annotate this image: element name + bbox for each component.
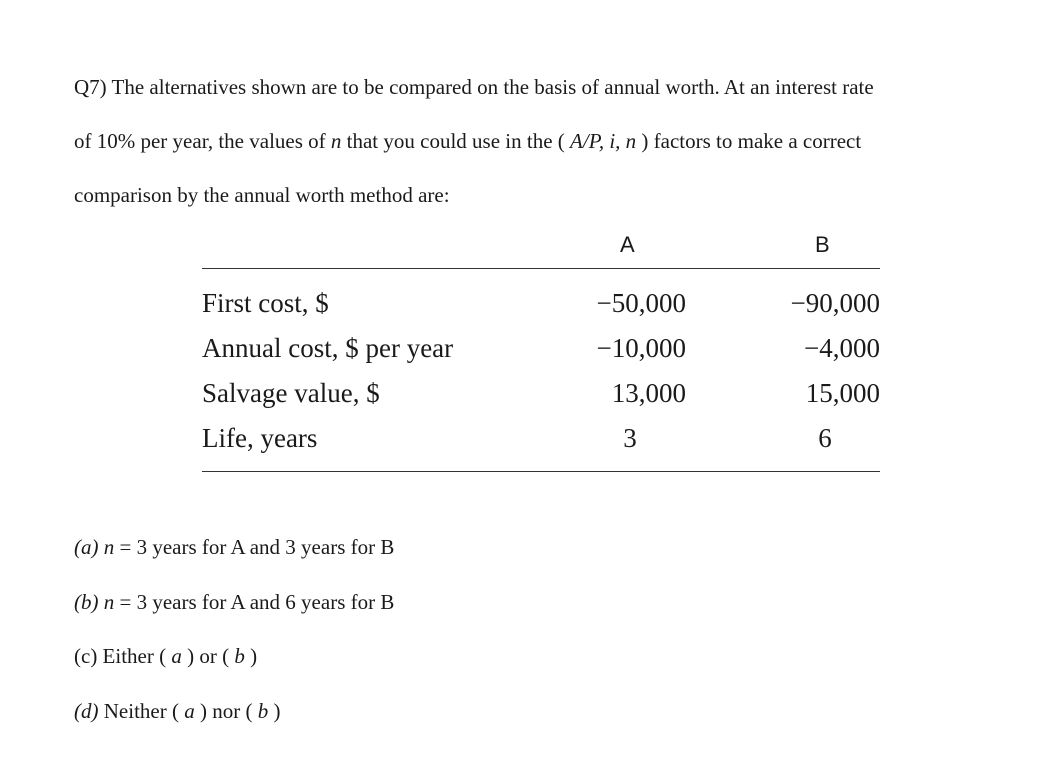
- table-bottom-rule: [202, 471, 880, 472]
- option-b: [74, 575, 394, 630]
- row-label: Salvage value, $: [202, 378, 380, 408]
- cell-a: 3: [623, 423, 637, 453]
- option-d-pre: Neither (: [98, 698, 185, 723]
- row-label: Life, years: [202, 423, 318, 453]
- variable-n: n: [330, 129, 342, 153]
- variable-n: n: [103, 535, 115, 559]
- question-line-2-post: ) factors to make a correct: [636, 129, 862, 153]
- question-line-1: Q7) The alternatives shown are to be compared on the basis of annual worth. At an interest rate: [74, 75, 874, 99]
- option-d-post: ): [268, 698, 281, 723]
- question-line-2-pre: of 10% per year, the values of: [74, 129, 331, 153]
- row-label: First cost, $: [202, 288, 329, 318]
- cell-a: −50,000: [596, 288, 686, 318]
- cell-b: 15,000: [805, 378, 880, 408]
- option-d-letter: (d): [74, 698, 99, 723]
- factor-notation: A/P, i, n: [570, 129, 637, 153]
- column-header-b: B: [815, 232, 830, 257]
- option-a: [74, 520, 394, 575]
- ref-b: b: [234, 644, 245, 668]
- table-row-salvage-value: [202, 371, 880, 416]
- column-header-a: A: [620, 232, 635, 257]
- option-a-letter: (a): [74, 535, 99, 559]
- table-row-first-cost: [202, 281, 880, 326]
- cell-a: 13,000: [611, 378, 686, 408]
- ref-b: b: [257, 698, 269, 723]
- table-body: [202, 269, 880, 471]
- cell-a: −10,000: [596, 333, 686, 363]
- question-line-2-mid: that you could use in the (: [341, 129, 571, 153]
- option-c-pre: (c) Either (: [74, 644, 172, 668]
- option-b-letter: (b): [74, 589, 99, 614]
- table-header: [202, 226, 880, 268]
- option-a-text: = 3 years for A and 3 years for B: [114, 535, 395, 559]
- table-row-annual-cost: [202, 326, 880, 371]
- cell-b: −4,000: [804, 333, 880, 363]
- option-c-post: ): [244, 644, 258, 668]
- table-row-life: [202, 416, 880, 461]
- question-line-3: comparison by the annual worth method are:: [74, 183, 450, 207]
- row-label: Annual cost, $ per year: [202, 333, 454, 363]
- cell-b: −90,000: [790, 288, 880, 318]
- variable-n: n: [103, 589, 115, 614]
- alternatives-table: [202, 226, 880, 472]
- answer-options: [74, 520, 394, 738]
- option-d-mid: ) nor (: [194, 698, 258, 723]
- option-c-mid: ) or (: [181, 644, 235, 668]
- option-c: [74, 629, 394, 684]
- question-text: [74, 60, 1004, 222]
- cell-b: 6: [818, 423, 832, 453]
- ref-a: a: [171, 644, 182, 668]
- question-line-2: [74, 114, 1004, 168]
- option-d: [74, 684, 394, 739]
- ref-a: a: [184, 698, 195, 723]
- option-b-text: = 3 years for A and 6 years for B: [114, 589, 395, 614]
